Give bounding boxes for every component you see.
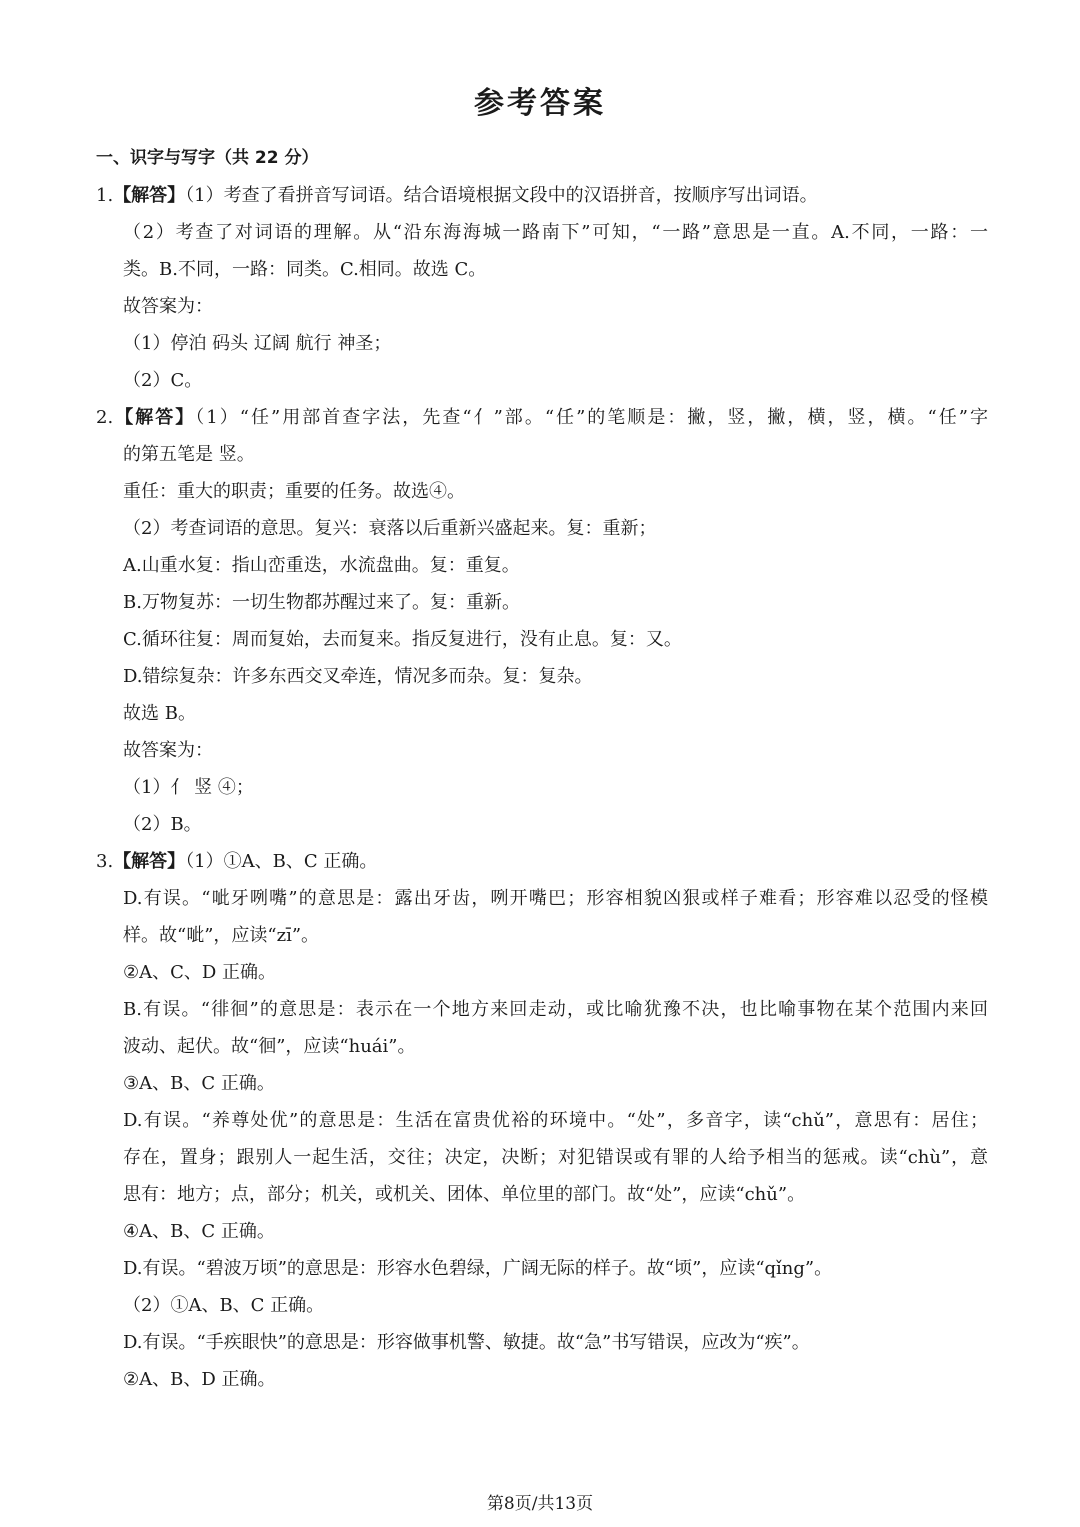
q3-line: （2）①A、B、C 正确。: [123, 1295, 325, 1316]
answer-content: [96, 140, 988, 1398]
q3-line: B.有误。“徘徊”的意思是：表示在一个地方来回走动，或比喻犹豫不决，也比喻事物在某个范围内来回: [123, 999, 988, 1020]
q2-line: B.万物复苏：一切生物都苏醒过来了。复：重新。: [123, 592, 520, 613]
q3-line: 波动、起伏。故“徊”，应读“huái”。: [123, 1036, 416, 1057]
q3-line: ④A、B、C 正确。: [123, 1221, 275, 1242]
q3-number: 3.: [96, 851, 114, 872]
q3-first-line: [96, 843, 988, 880]
q2-answer-tag: 【解答】: [113, 407, 196, 428]
q2-line: 故选 B。: [123, 703, 196, 724]
q3-answer-tag: 【解答】: [113, 851, 186, 872]
q3-line: ③A、B、C 正确。: [123, 1073, 275, 1094]
q2-line: （1）亻 竖 ④；: [123, 777, 254, 798]
q2-number: 2.: [96, 407, 114, 428]
q3-line: ②A、B、D 正确。: [123, 1369, 276, 1390]
q2-line: 重任：重大的职责；重要的任务。故选④。: [123, 481, 465, 502]
q2-line: A.山重水复：指山峦重迭，水流盘曲。复：重复。: [123, 555, 520, 576]
q3-line: 思有：地方；点，部分；机关，或机关、团体、单位里的部门。故“处”，应读“chǔ”。: [123, 1184, 806, 1205]
q3-line: D.有误。“碧波万顷”的意思是：形容水色碧绿，广阔无际的样子。故“顷”，应读“qǐng”。: [123, 1258, 833, 1279]
q3-line: 样。故“呲”，应读“zī”。: [123, 925, 320, 946]
q1-line: （2）考查了对词语的理解。从“沿东海海城一路南下”可知，“一路”意思是一直。A.不同，一路：一: [123, 222, 988, 243]
q2-line: D.错综复杂：许多东西交叉牵连，情况多而杂。复：复杂。: [123, 666, 593, 687]
page-title: 参考答案: [474, 86, 606, 121]
q2-first-line: [96, 399, 988, 436]
section-heading: 一、识字与写字（共 22 分）: [96, 148, 319, 168]
q3-line: D.有误。“养尊处优”的意思是：生活在富贵优裕的环境中。“处”，多音字，读“chǔ”，意思有：居住；: [123, 1110, 988, 1131]
q3-line: D.有误。“呲牙咧嘴”的意思是：露出牙齿，咧开嘴巴；形容相貌凶狠或样子难看；形容难以忍受的怪模: [123, 888, 988, 909]
q1-line: 类。B.不同，一路：同类。C.相同。故选 C。: [123, 259, 487, 280]
q2-line: （2）考查词语的意思。复兴：衰落以后重新兴盛起来。复：重新；: [123, 518, 657, 539]
q2-line: C.循环往复：周而复始，去而复来。指反复进行，没有止息。复：又。: [123, 629, 682, 650]
q2-line: （2）B。: [123, 814, 202, 835]
q3-line: D.有误。“手疾眼快”的意思是：形容做事机警、敏捷。故“急”书写错误，应改为“疾”。: [123, 1332, 810, 1353]
q1-answer-tag: 【解答】: [113, 185, 186, 206]
q3-line: （1）①A、B、C 正确。: [185, 851, 378, 872]
q3-line: 存在，置身；跟别人一起生活，交往；决定，决断；对犯错误或有罪的人给予相当的惩戒。读“chù”，意: [123, 1147, 988, 1168]
q1-number: 1.: [96, 185, 114, 206]
q1-line: （1）停泊 码头 辽阔 航行 神圣；: [123, 333, 392, 354]
q2-line: 故答案为：: [123, 740, 213, 761]
q1-first-line: [96, 177, 988, 214]
q3-line: ②A、C、D 正确。: [123, 962, 277, 983]
q1-line: （2）C。: [123, 370, 203, 391]
q1-line: （1）考查了看拼音写词语。结合语境根据文段中的汉语拼音，按顺序写出词语。: [185, 185, 818, 206]
q2-line: （1）“任”用部首查字法，先查“亻”部。“任”的笔顺是：撇，竖，撇，横，竖，横。“任”字: [195, 407, 988, 428]
q1-line: 故答案为：: [123, 296, 213, 317]
q2-line: 的第五笔是 竖。: [123, 444, 255, 465]
page-number: 第8页/共13页: [486, 1494, 594, 1514]
